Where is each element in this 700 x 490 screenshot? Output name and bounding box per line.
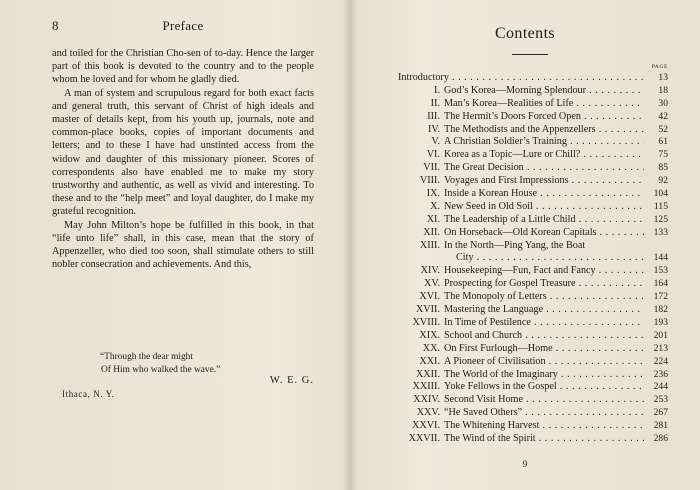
page-reference: 125: [653, 213, 668, 225]
page-reference: 253: [653, 394, 668, 406]
chapter-numeral: VI.: [426, 149, 440, 161]
page-reference: 30: [658, 97, 668, 109]
page-reference: 133: [653, 226, 668, 238]
page-reference: 244: [653, 381, 668, 393]
contents-title: Contents: [494, 25, 556, 42]
toc-entry: [398, 111, 668, 124]
page-reference: 13: [658, 72, 668, 83]
page-reference: 42: [658, 110, 668, 122]
toc-entry: [398, 369, 668, 382]
page-reference: 153: [653, 265, 668, 277]
toc-entry: [398, 149, 668, 162]
chapter-numeral: XIV.: [420, 265, 440, 277]
page-reference: 115: [653, 200, 668, 212]
chapter-numeral: XXIV.: [413, 394, 440, 406]
chapter-numeral: XVIII.: [412, 316, 440, 328]
chapter-title: The Wind of the Spirit . . .: [444, 433, 644, 446]
chapter-title: Second Visit Home . . .: [444, 394, 644, 407]
page-reference: 286: [653, 432, 668, 444]
page-reference: 281: [653, 420, 668, 432]
chapter-title: God’s Korea—Morning Splendour . . .: [444, 85, 644, 98]
toc-entry: [398, 291, 668, 304]
chapter-title: The World of the Imaginary . . .: [444, 369, 644, 382]
signature: W. E. G.: [269, 375, 314, 386]
chapter-numeral: XXII.: [415, 368, 440, 380]
folio: 9: [522, 459, 528, 469]
preface-text: [52, 47, 314, 271]
toc-entry: [398, 85, 668, 98]
verse-quote: [100, 351, 300, 376]
chapter-numeral: VIII.: [419, 175, 440, 187]
toc-entry: [398, 356, 668, 369]
chapter-title: The Leadership of a Little Child . . .: [444, 214, 644, 227]
page-column-label: PAGE: [651, 64, 668, 70]
chapter-numeral: XVI.: [419, 291, 440, 303]
chapter-title: A Pioneer of Civilisation . . .: [444, 356, 644, 369]
page-reference: 182: [653, 304, 668, 316]
toc-entry: [398, 420, 668, 433]
page-reference: 85: [658, 162, 668, 174]
chapter-numeral: XXI.: [419, 355, 440, 367]
chapter-title: Yoke Fellows in the Gospel . . .: [444, 381, 644, 394]
chapter-title: In Time of Pestilence . . .: [444, 317, 644, 330]
chapter-title: School and Church . . .: [444, 330, 644, 343]
running-head: [52, 18, 314, 34]
toc-entry: [398, 124, 668, 137]
verse-line: Of Him who walked the wave.”: [101, 364, 221, 375]
page-reference: 213: [653, 342, 668, 354]
toc-entry: [398, 72, 668, 85]
chapter-numeral: XIX.: [419, 329, 440, 341]
chapter-numeral: XXVII.: [408, 432, 440, 444]
chapter-numeral: XIII.: [419, 239, 440, 251]
toc-entry: [398, 343, 668, 356]
toc-entry: [398, 433, 668, 446]
page-reference: 75: [658, 149, 668, 161]
chapter-title-line: In the North—Ping Yang, the Boat: [444, 239, 586, 251]
table-of-contents: [398, 72, 668, 446]
page-reference: 193: [653, 316, 668, 328]
chapter-numeral: XII.: [423, 226, 440, 238]
chapter-numeral: XXV.: [416, 407, 440, 419]
page-reference: 164: [653, 278, 668, 290]
toc-entry: [398, 317, 668, 330]
chapter-title: The Hermit’s Doors Forced Open . . .: [444, 111, 644, 124]
title-rule: [512, 54, 548, 55]
toc-entry: [398, 227, 668, 240]
page-reference: 104: [653, 188, 668, 200]
running-head-title: Preface: [162, 18, 204, 33]
chapter-numeral: V.: [431, 136, 440, 148]
toc-entry: [398, 407, 668, 420]
chapter-title: On First Furlough—Home . . .: [444, 343, 644, 356]
chapter-title: Introductory . . .: [398, 72, 644, 85]
chapter-title: Mastering the Language . . .: [444, 304, 644, 317]
chapter-numeral: XI.: [426, 213, 440, 225]
toc-entry: [398, 265, 668, 278]
verse-line: “Through the dear might: [100, 352, 193, 362]
chapter-title: A Christian Soldier’s Training . . .: [444, 136, 644, 149]
chapter-title: The Monopoly of Letters . . .: [444, 291, 644, 304]
page-reference: 52: [658, 123, 668, 135]
paragraph: and toiled for the Christian Cho-sen of to-day. Hence the larger part of this book is devoted to the country and to the people whom he loved and for whom he gladly died.: [52, 48, 314, 86]
toc-entry: [398, 278, 668, 291]
chapter-numeral: III.: [427, 110, 440, 122]
chapter-title: Inside a Korean House . . .: [444, 188, 644, 201]
chapter-numeral: XX.: [422, 342, 440, 354]
chapter-numeral: XV.: [424, 278, 440, 290]
page-reference: 92: [658, 175, 668, 187]
page-reference: 267: [653, 407, 668, 419]
toc-entry: [398, 136, 668, 149]
right-page: [350, 0, 700, 490]
chapter-numeral: VII.: [423, 162, 440, 174]
paragraph: A man of system and scrupulous regard for both exact facts and general truth, this servant of Christ of high ideals and master of details kept, from his youth up, journals, note and common-place books, copies of important documents and letters; and to these I have had unstinted access from the widow and daughter of this missionary pioneer. Scores of correspondents also have enabled me to make my story trustworthy and authentic, as well as vivid and interesting. To these and to the “help meet” and loyal daughter, do I make my grateful recognition.: [52, 87, 314, 218]
page-reference: 201: [653, 329, 668, 341]
toc-entry: [398, 201, 668, 214]
page-reference: 236: [653, 368, 668, 380]
chapter-title-line: City . . .: [456, 252, 644, 265]
chapter-numeral: I.: [434, 84, 440, 96]
page-reference: 172: [653, 291, 668, 303]
page-reference: 61: [658, 136, 668, 148]
page-reference: 144: [653, 252, 668, 264]
toc-entry: [398, 162, 668, 175]
chapter-title: The Whitening Harvest . . .: [444, 420, 644, 433]
toc-entry: [398, 188, 668, 201]
chapter-title: Voyages and First Impressions . . .: [444, 175, 644, 188]
chapter-title: “He Saved Others” . . .: [444, 407, 644, 420]
page-number: 8: [52, 18, 59, 33]
chapter-numeral: IV.: [428, 123, 440, 135]
chapter-numeral: II.: [430, 97, 440, 109]
chapter-title: On Horseback—Old Korean Capitals . . .: [444, 227, 644, 240]
chapter-title: Korea as a Topic—Lure or Chill? . . .: [444, 149, 644, 162]
chapter-title: Man’s Korea—Realities of Life . . .: [444, 98, 644, 111]
chapter-title: The Methodists and the Appenzellers . . .: [444, 124, 644, 137]
place-line: Ithaca, N. Y.: [62, 389, 115, 399]
chapter-title: Prospecting for Gospel Treasure . . .: [444, 278, 644, 291]
chapter-numeral: X.: [430, 200, 440, 212]
toc-entry: [398, 175, 668, 188]
chapter-title: [444, 240, 644, 266]
chapter-title: Housekeeping—Fun, Fact and Fancy . . .: [444, 265, 644, 278]
chapter-numeral: IX.: [426, 188, 440, 200]
toc-entry: [398, 214, 668, 227]
page-reference: 18: [658, 84, 668, 96]
chapter-title: New Seed in Old Soil . . .: [444, 201, 644, 214]
chapter-numeral: XXIII.: [412, 381, 440, 393]
paragraph: May John Milton’s hope be fulfilled in this book, in that “life unto life” shall, in this case, mean that the story of Appenzeller, who died too soon, shall stimulate others to still nobler consecration and achievements. And this,: [52, 219, 314, 271]
page-reference: 224: [653, 355, 668, 367]
toc-entry: [398, 330, 668, 343]
toc-entry: [398, 240, 668, 266]
toc-entry: [398, 304, 668, 317]
toc-entry: [398, 394, 668, 407]
chapter-numeral: XXVI.: [411, 420, 440, 432]
chapter-numeral: XVII.: [415, 304, 440, 316]
toc-entry: [398, 98, 668, 111]
chapter-title-continuation: [444, 252, 644, 265]
toc-entry: [398, 381, 668, 394]
chapter-title: The Great Decision . . .: [444, 162, 644, 175]
